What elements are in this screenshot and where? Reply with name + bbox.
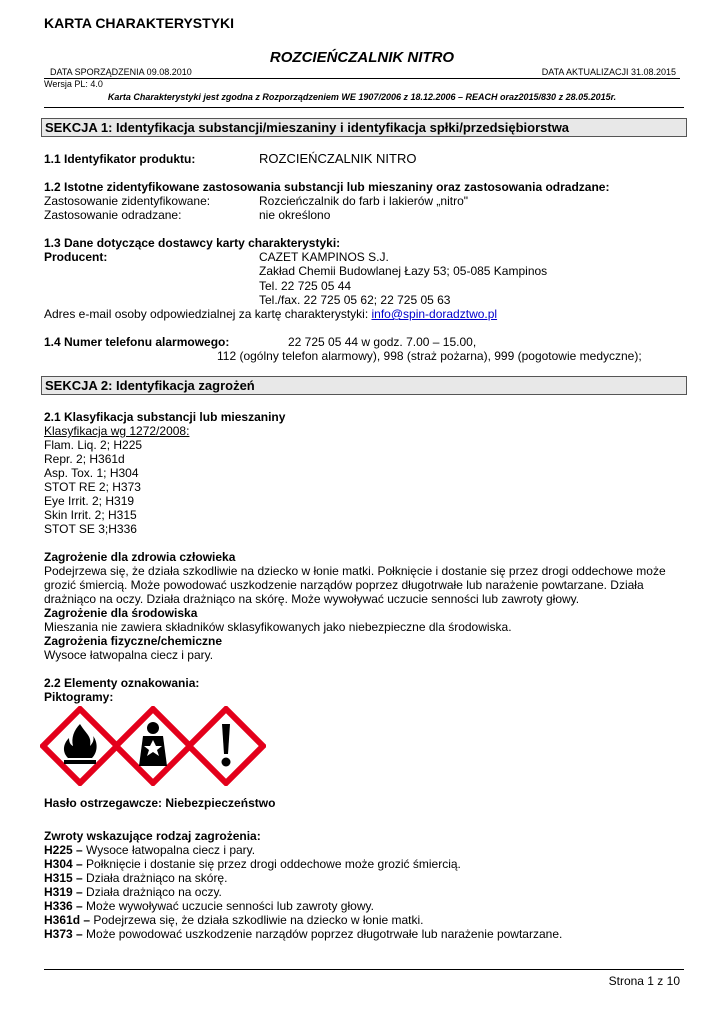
hazard-statement: H361d – Podejrzewa się, że działa szkodliwie na dziecko w łonie matki. xyxy=(44,913,424,927)
flame-icon xyxy=(40,706,120,786)
email-link[interactable]: info@spin-doradztwo.pl xyxy=(371,307,498,321)
s14-value-2: 112 (ogólny telefon alarmowy), 998 (straż pożarna), 999 (pogotowie medyczne); xyxy=(217,349,642,363)
date-created: DATA SPORZĄDZENIA 09.08.2010 xyxy=(50,67,192,77)
document-type: KARTA CHARAKTERYSTYKI xyxy=(44,15,235,31)
hazard-statement: H304 – Połknięcie i dostanie się przez drogi oddechowe może grozić śmiercią. xyxy=(44,857,461,871)
dates-row xyxy=(44,67,680,79)
classification-item: STOT SE 3;H336 xyxy=(44,522,137,536)
regulation-note: Karta Charakterystyki jest zgodna z Rozporządzeniem WE 1907/2006 z 18.12.2006 – REACH oraz2015/830 z 28.05.2015r. xyxy=(107,92,617,102)
env-hazard-label: Zagrożenie dla środowiska xyxy=(44,606,198,620)
s14-value: 22 725 05 44 w godz. 7.00 – 15.00, xyxy=(288,335,477,349)
section-2-header: SEKCJA 2: Identyfikacja zagrożeń xyxy=(41,376,687,395)
classification-item: Repr. 2; H361d xyxy=(44,452,125,466)
producer-tel: Tel. 22 725 05 44 xyxy=(259,279,352,293)
classification-label: Klasyfikacja wg 1272/2008: xyxy=(44,424,190,438)
env-hazard-text: Mieszania nie zawiera składników sklasyfikowanych jako niebezpieczne dla środowiska. xyxy=(44,620,512,634)
email-line xyxy=(44,307,497,321)
use-advised-value: nie określono xyxy=(259,208,331,222)
signal-word: Hasło ostrzegawcze: Niebezpieczeństwo xyxy=(44,796,276,810)
s11-label: 1.1 Identyfikator produktu: xyxy=(44,152,196,166)
email-label: Adres e-mail osoby odpowiedzialnej za kartę charakterystyki: xyxy=(44,307,369,321)
phys-hazard-label: Zagrożenia fizyczne/chemiczne xyxy=(44,634,223,648)
footer-divider xyxy=(44,969,684,970)
s11-value: ROZCIEŃCZALNIK NITRO xyxy=(259,151,417,166)
product-title: ROZCIEŃCZALNIK NITRO xyxy=(269,49,455,66)
date-updated: DATA AKTUALIZACJI 31.08.2015 xyxy=(541,67,676,77)
exclamation-icon xyxy=(186,706,266,786)
hazard-statements-label: Zwroty wskazujące rodzaj zagrożenia: xyxy=(44,829,261,843)
classification-item: Skin Irrit. 2; H315 xyxy=(44,508,137,522)
producer-fax: Tel./fax. 22 725 05 62; 22 725 05 63 xyxy=(259,293,451,307)
classification-item: STOT RE 2; H373 xyxy=(44,480,141,494)
s21-label: 2.1 Klasyfikacja substancji lub mieszaniny xyxy=(44,410,286,424)
health-hazard-label: Zagrożenie dla zdrowia człowieka xyxy=(44,550,236,564)
page-number: Strona 1 z 10 xyxy=(608,974,680,988)
hazard-statement: H225 – Wysoce łatwopalna ciecz i pary. xyxy=(44,843,256,857)
classification-item: Eye Irrit. 2; H319 xyxy=(44,494,135,508)
s12-label: 1.2 Istotne zidentyfikowane zastosowania substancji lub mieszaniny oraz zastosowania odradzane: xyxy=(44,180,610,194)
use-identified-label: Zastosowanie zidentyfikowane: xyxy=(44,194,211,208)
use-identified-value: Rozcieńczalnik do farb i lakierów „nitro" xyxy=(259,194,469,208)
health-hazard-icon xyxy=(113,706,193,786)
classification-item: Asp. Tox. 1; H304 xyxy=(44,466,139,480)
use-advised-label: Zastosowanie odradzane: xyxy=(44,208,182,222)
hazard-statement: H319 – Działa drażniąco na oczy. xyxy=(44,885,222,899)
producer-name: CAZET KAMPINOS S.J. xyxy=(259,250,389,264)
hazard-statement: H373 – Może powodować uszkodzenie narządów poprzez długotrwałe lub narażenie powtarzane. xyxy=(44,927,563,941)
classification-item: Flam. Liq. 2; H225 xyxy=(44,438,143,452)
health-hazard-text: Podejrzewa się, że działa szkodliwie na dziecko w łonie matki. Połknięcie i dostanie się przez drogi oddechowe może grozić śmiercią. Może powodować uszkodzenie narządów poprzez długotrwałe lub narażenie powtarzane. Działa drażniąco na oczy. Działa drażniąco na skórę. Może wywoływać uczucie senności lub zawroty głowy. xyxy=(44,564,666,606)
s14-label: 1.4 Numer telefonu alarmowego: xyxy=(44,335,230,349)
producer-label: Producent: xyxy=(44,250,108,264)
hazard-statement: H315 – Działa drażniąco na skórę. xyxy=(44,871,228,885)
phys-hazard-text: Wysoce łatwopalna ciecz i pary. xyxy=(44,648,214,662)
producer-address: Zakład Chemii Budowlanej Łazy 53; 05-085 Kampinos xyxy=(259,264,548,278)
hazard-statement: H336 – Może wywoływać uczucie senności lub zawroty głowy. xyxy=(44,899,374,913)
version: Wersja PL: 4.0 xyxy=(44,79,103,89)
header-divider xyxy=(44,107,684,108)
pictograms-label: Piktogramy: xyxy=(44,690,114,704)
s13-label: 1.3 Dane dotyczące dostawcy karty charakterystyki: xyxy=(44,236,341,250)
s22-label: 2.2 Elementy oznakowania: xyxy=(44,676,200,690)
section-1-header: SEKCJA 1: Identyfikacja substancji/mieszaniny i identyfikacja spłki/przedsiębiorstwa xyxy=(41,118,687,137)
